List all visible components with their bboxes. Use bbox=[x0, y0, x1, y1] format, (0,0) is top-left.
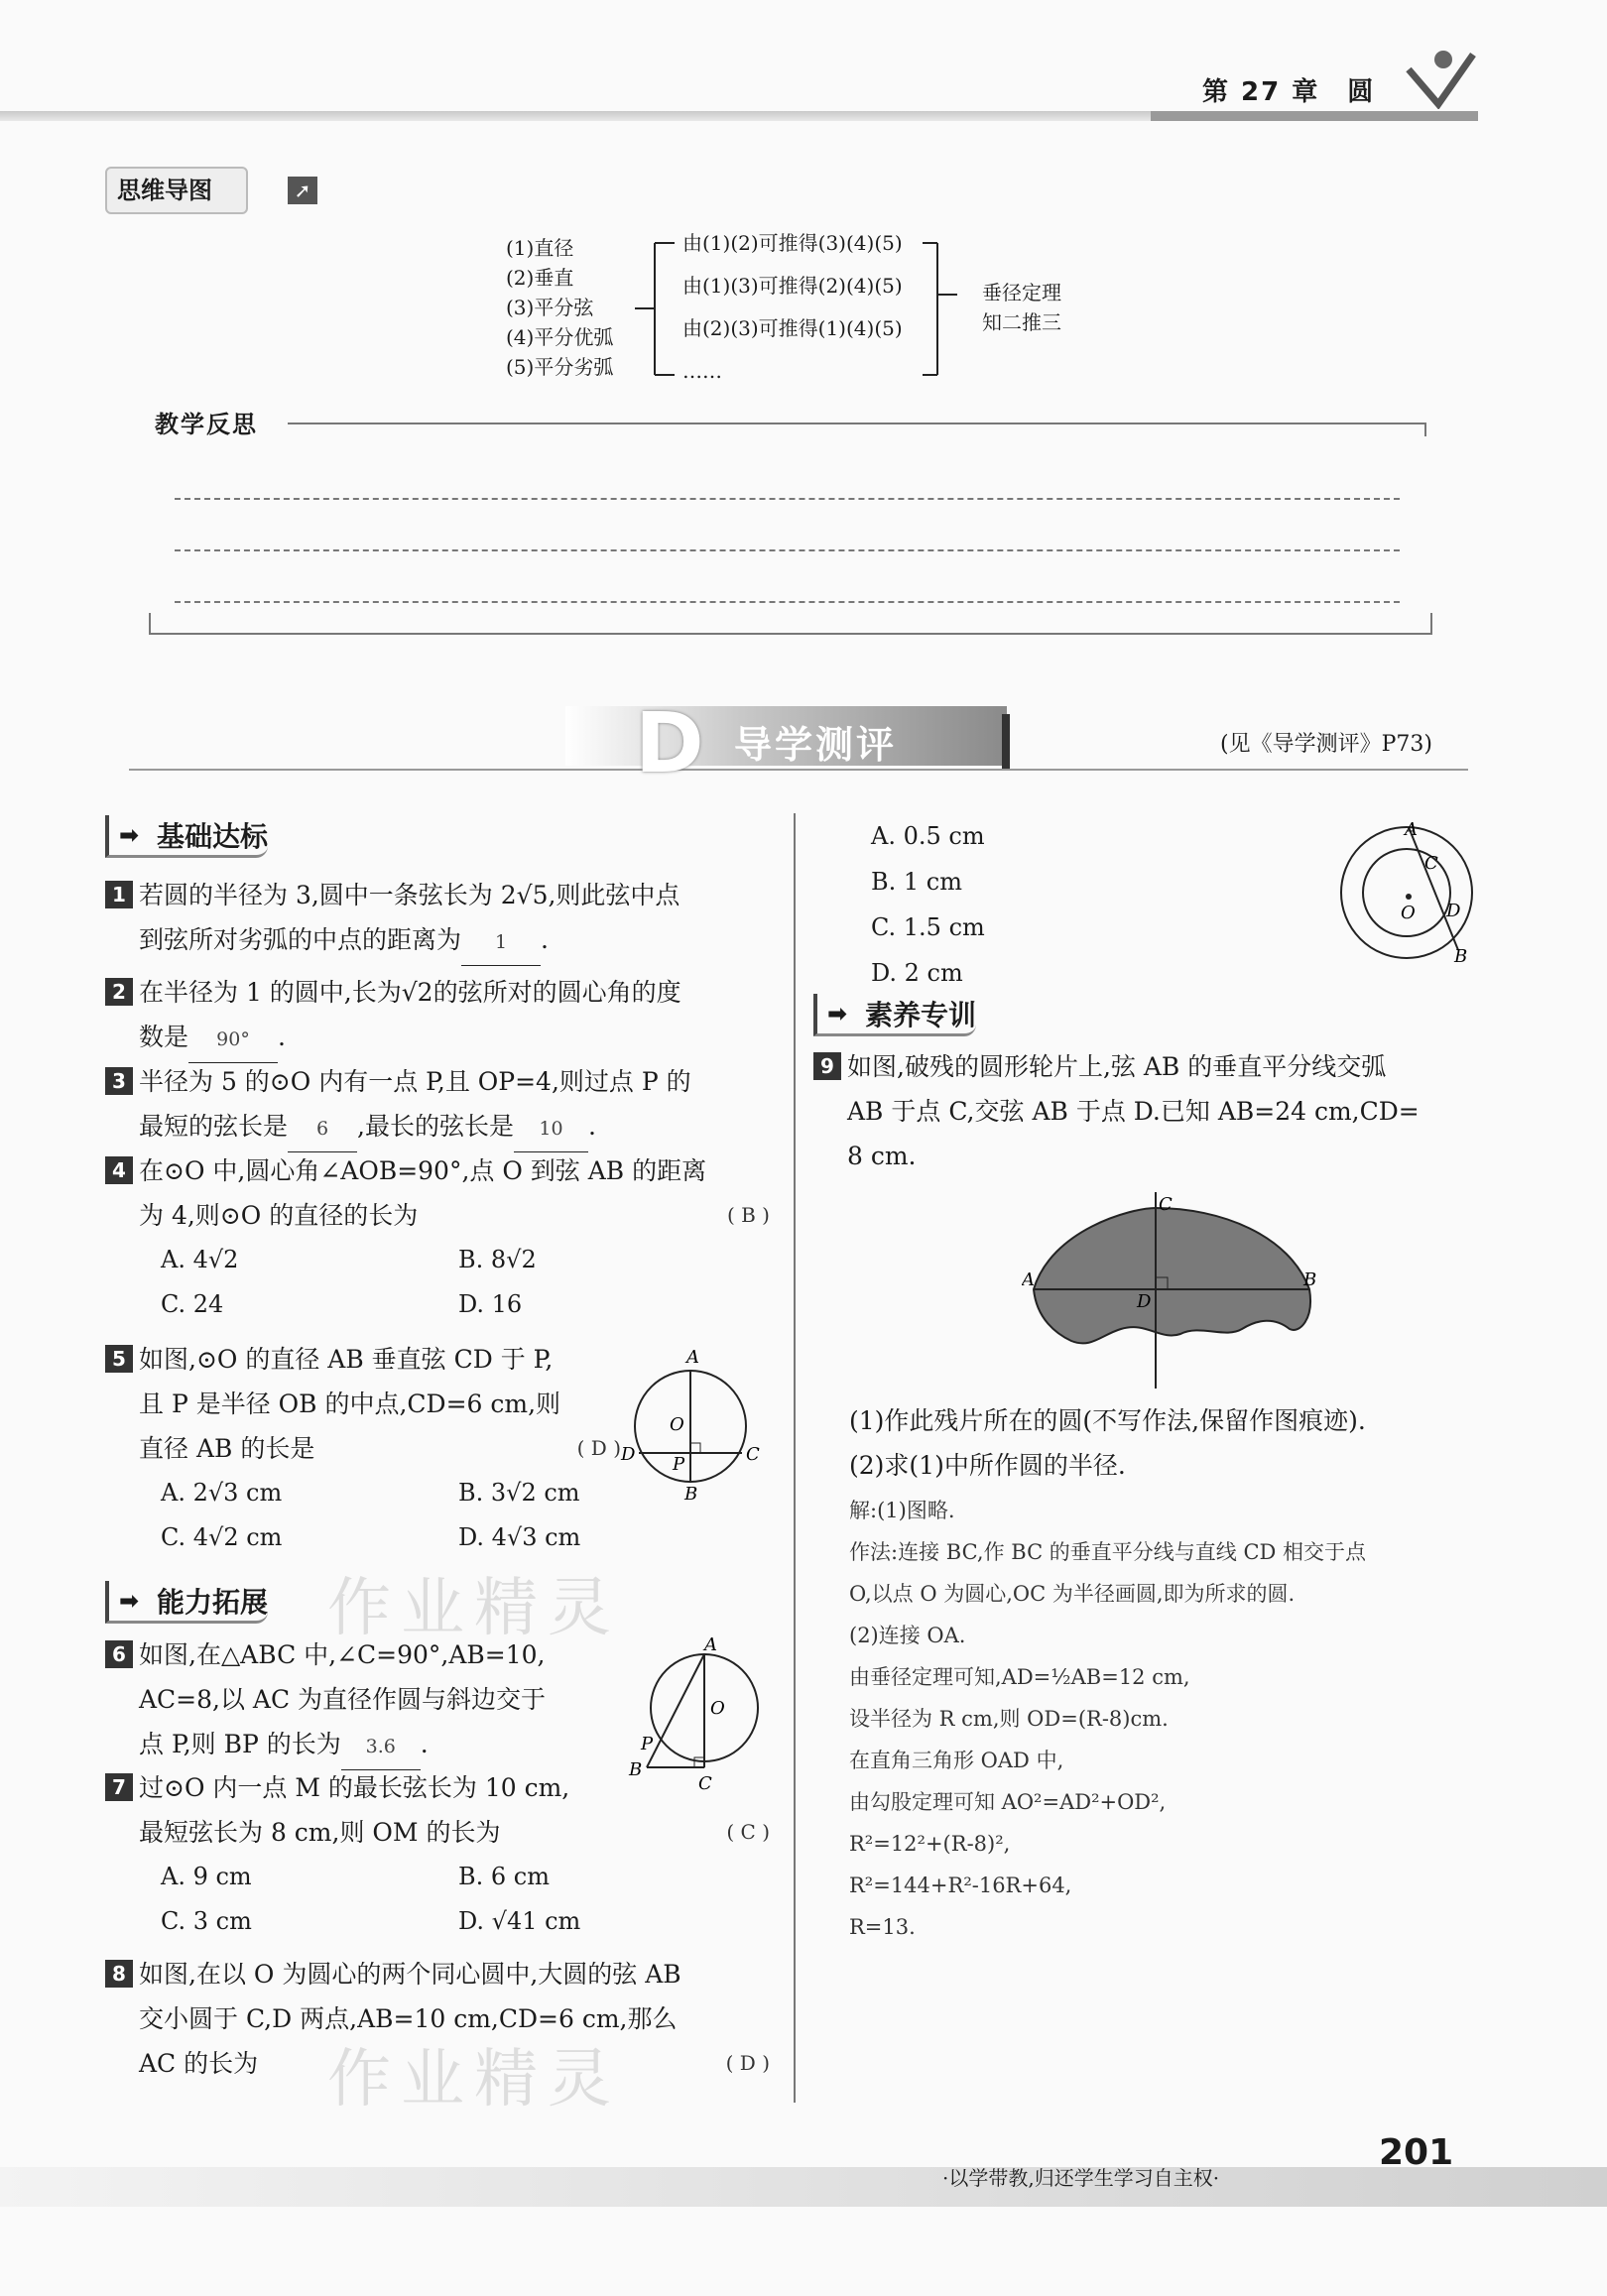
header-bar-accent bbox=[1151, 111, 1478, 121]
q8-options bbox=[871, 813, 985, 996]
solution-line: R²=12²+(R-8)², bbox=[849, 1832, 1011, 1856]
option[interactable]: A. 0.5 cm bbox=[871, 822, 985, 850]
solution bbox=[849, 1490, 1484, 1948]
reflection-box bbox=[149, 613, 1432, 635]
fig-label: O bbox=[710, 1698, 725, 1719]
fig-label: A bbox=[1405, 819, 1418, 840]
condition-item: (2)垂直 bbox=[506, 266, 574, 290]
answer-blank[interactable]: 6 bbox=[288, 1107, 357, 1152]
answer-blank[interactable]: 1 bbox=[461, 920, 541, 966]
option[interactable]: D. 16 bbox=[458, 1290, 523, 1318]
banner-title: 导学测评 bbox=[734, 723, 898, 767]
branch-item: 由(2)(3)可推得(1)(4)(5) bbox=[682, 316, 903, 340]
solution-line: R=13. bbox=[849, 1915, 916, 1939]
question-7: 7 过⊙O 内一点 M 的最长弦长为 10 cm, 最短弦长为 8 cm,则 OM 的长为 ( C ) A. 9 cm B. 6 cm C. 3 cm D. √41 cm bbox=[105, 1765, 770, 1944]
answer-blank[interactable]: 90° bbox=[188, 1018, 278, 1063]
solution-line: (2)连接 OA. bbox=[849, 1624, 966, 1647]
solution-line: 作法:连接 BC,作 BC 的垂直平分线与直线 CD 相交于点 bbox=[849, 1540, 1367, 1564]
choice-answer[interactable]: ( D ) bbox=[725, 2051, 770, 2075]
fig-label: C bbox=[698, 1773, 712, 1794]
reflection-line[interactable] bbox=[175, 498, 1400, 500]
footer-bar bbox=[0, 2167, 1607, 2207]
condition-item: (4)平分优弧 bbox=[506, 325, 614, 349]
solution-line: 由勾股定理可知 AO²=AD²+OD², bbox=[849, 1790, 1167, 1814]
watermark: 作业精灵 bbox=[327, 1572, 621, 1645]
banner-end-bar bbox=[1002, 714, 1010, 769]
solution-line: 在直角三角形 OAD 中, bbox=[849, 1749, 1064, 1772]
option[interactable]: A. 2√3 cm bbox=[161, 1479, 283, 1507]
option[interactable]: C. 1.5 cm bbox=[871, 913, 985, 941]
fig-label: D bbox=[1137, 1291, 1152, 1312]
option[interactable]: A. 4√2 bbox=[161, 1246, 239, 1273]
option[interactable]: A. 9 cm bbox=[161, 1863, 252, 1890]
option[interactable]: C. 24 bbox=[161, 1290, 224, 1318]
section-basic: ➡ 基础达标 bbox=[105, 815, 268, 858]
question-4: 4 在⊙O 中,圆心角∠AOB=90°,点 O 到弦 AB 的距离 为 4,则⊙O 的直径的长为 ( B ) A. 4√2 B. 8√2 C. 24 D. 16 bbox=[105, 1148, 770, 1327]
option[interactable]: B. 8√2 bbox=[458, 1246, 537, 1273]
choice-answer[interactable]: ( B ) bbox=[726, 1203, 770, 1227]
solution-line: O,以点 O 为圆心,OC 为半径画圆,即为所求的圆. bbox=[849, 1582, 1296, 1606]
option[interactable]: C. 3 cm bbox=[161, 1907, 252, 1935]
reflection-line[interactable] bbox=[175, 601, 1400, 603]
fig-label: A bbox=[704, 1636, 717, 1655]
fig-label: B bbox=[1454, 946, 1468, 967]
fig-label: O bbox=[670, 1414, 684, 1435]
banner-rule bbox=[129, 769, 1468, 771]
option[interactable]: D. √41 cm bbox=[458, 1907, 581, 1935]
choice-answer[interactable]: ( C ) bbox=[726, 1820, 770, 1844]
fig-label: B bbox=[1303, 1269, 1317, 1290]
question-8: 8 如图,在以 O 为圆心的两个同心圆中,大圆的弦 AB 交小圆于 C,D 两点,AB=10 cm,CD=6 cm,那么 AC 的长为 ( D ) bbox=[105, 1952, 770, 2086]
reflection-top-line bbox=[288, 423, 1426, 424]
fig-label: C bbox=[1159, 1194, 1173, 1215]
branch-item: 由(1)(3)可推得(2)(4)(5) bbox=[682, 274, 903, 298]
reflection-line[interactable] bbox=[175, 549, 1400, 551]
arrow-icon: ➡ bbox=[119, 821, 140, 849]
question-6: 6 如图,在△ABC 中,∠C=90°,AB=10, AC=8,以 AC 为直径作圆与斜边交于 点 P,则 BP 的长为 3.6 . bbox=[105, 1632, 621, 1770]
solution-line: 设半径为 R cm,则 OD=(R-8)cm. bbox=[849, 1707, 1169, 1731]
q8-figure bbox=[1329, 819, 1488, 968]
question-5: 5 如图,⊙O 的直径 AB 垂直弦 CD 于 P, 且 P 是半径 OB 的中点,CD=6 cm,则 直径 AB 的长是 ( D ) A. 2√3 cm B. 3√2 cm C. 4√2 cm D. 4√3 cm bbox=[105, 1337, 621, 1560]
part-2: (2)求(1)中所作圆的半径. bbox=[849, 1451, 1126, 1480]
footer-slogan: ·以学带教,归还学生学习自主权· bbox=[942, 2166, 1220, 2190]
solution-line: R²=144+R²-16R+64, bbox=[849, 1873, 1072, 1897]
option[interactable]: D. 4√3 cm bbox=[458, 1523, 581, 1551]
fig-label: A bbox=[686, 1349, 699, 1368]
fig-label: C bbox=[1424, 853, 1438, 874]
fig-label: D bbox=[1446, 901, 1461, 921]
condition-item: (3)平分弦 bbox=[506, 296, 594, 319]
q9-parts bbox=[849, 1398, 1484, 1488]
question-3: 3 半径为 5 的⊙O 内有一点 P,且 OP=4,则过点 P 的 最短的弦长是 6 ,最长的弦长是 10 . bbox=[105, 1059, 770, 1152]
reflection-title: 教学反思 bbox=[155, 411, 258, 438]
branch-list bbox=[682, 228, 903, 399]
part-1: (1)作此残片所在的圆(不写作法,保留作图痕迹). bbox=[849, 1406, 1366, 1435]
fig-label: D bbox=[621, 1444, 636, 1465]
fig-label: C bbox=[746, 1444, 760, 1465]
logo-icon bbox=[1399, 40, 1478, 109]
branch-item: …… bbox=[682, 359, 722, 383]
expand-icon: ➚ bbox=[288, 177, 317, 204]
question-2: 2 在半径为 1 的圆中,长为√2的弦所对的圆心角的度 数是 90° . bbox=[105, 970, 770, 1063]
banner-reference: (见《导学测评》P73) bbox=[1220, 732, 1432, 757]
solution-line: 解:(1)图略. bbox=[849, 1499, 955, 1522]
conclusion-line: 知二推三 bbox=[982, 310, 1061, 334]
fig-label: P bbox=[641, 1734, 654, 1754]
branch-item: 由(1)(2)可推得(3)(4)(5) bbox=[682, 231, 903, 255]
mind-map-tab: 思维导图 bbox=[105, 167, 248, 214]
question-1: 1 若圆的半径为 3,圆中一条弦长为 2√5,则此弦中点 到弦所对劣弧的中点的距离为 1 . bbox=[105, 873, 770, 966]
solution-line: 由垂径定理可知,AD=½AB=12 cm, bbox=[849, 1665, 1190, 1689]
watermark: 作业精灵 bbox=[327, 2043, 621, 2116]
fig-label: B bbox=[684, 1484, 698, 1505]
arrow-icon: ➡ bbox=[827, 1000, 848, 1027]
fig-label: O bbox=[1401, 903, 1416, 923]
q5-figure bbox=[615, 1349, 774, 1508]
condition-item: (1)直径 bbox=[506, 236, 574, 260]
option[interactable]: B. 1 cm bbox=[871, 868, 962, 896]
fig-label: P bbox=[673, 1454, 685, 1475]
condition-item: (5)平分劣弧 bbox=[506, 355, 614, 379]
option[interactable]: D. 2 cm bbox=[871, 959, 963, 987]
section-ability: ➡ 能力拓展 bbox=[105, 1581, 268, 1624]
answer-blank[interactable]: 3.6 bbox=[341, 1725, 421, 1770]
option[interactable]: B. 3√2 cm bbox=[458, 1479, 580, 1507]
fig-label: A bbox=[1022, 1269, 1035, 1290]
chapter-title: 第 27 章 圆 bbox=[1202, 77, 1376, 107]
banner-letter: D bbox=[635, 694, 704, 791]
arrow-icon: ➡ bbox=[119, 1587, 140, 1615]
option[interactable]: B. 6 cm bbox=[458, 1863, 550, 1890]
answer-blank[interactable]: 10 bbox=[514, 1107, 588, 1152]
option[interactable]: C. 4√2 cm bbox=[161, 1523, 283, 1551]
section-literacy: ➡ 素养专训 bbox=[813, 994, 976, 1036]
choice-answer[interactable]: ( D ) bbox=[576, 1436, 621, 1460]
q9-figure bbox=[1022, 1190, 1319, 1393]
column-divider bbox=[794, 813, 796, 2103]
conclusion-line: 垂径定理 bbox=[982, 281, 1061, 304]
question-9: 9 如图,破残的圆形轮片上,弦 AB 的垂直平分线交弧 AB 于点 C,交弦 AB 于点 D.已知 AB=24 cm,CD= 8 cm. bbox=[813, 1044, 1478, 1178]
page-number: 201 bbox=[1379, 2132, 1454, 2173]
fig-label: B bbox=[629, 1759, 643, 1780]
reflection-right-tick bbox=[1424, 423, 1426, 436]
condition-list bbox=[506, 233, 613, 382]
conclusion bbox=[982, 278, 1061, 337]
